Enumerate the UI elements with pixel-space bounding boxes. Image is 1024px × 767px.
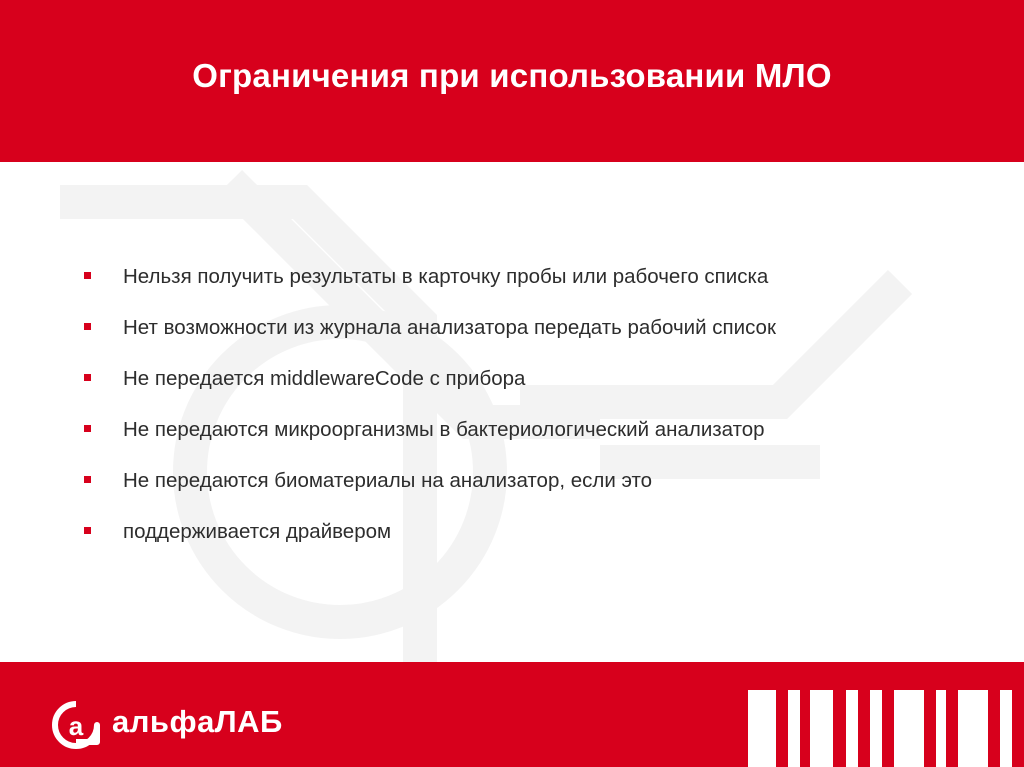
bullet-item bbox=[84, 260, 776, 311]
brand-logo bbox=[50, 700, 320, 750]
bullet-item bbox=[84, 362, 776, 413]
bullet-text: Нет возможности из журнала анализатора передать рабочий список bbox=[123, 316, 776, 339]
slide-title: Ограничения при использовании МЛО bbox=[192, 57, 832, 94]
svg-text:a: a bbox=[68, 711, 84, 741]
bullet-square-icon bbox=[84, 272, 91, 279]
bullet-text: Нельзя получить результаты в карточку пробы или рабочего списка bbox=[123, 265, 769, 288]
bullet-square-icon bbox=[84, 476, 91, 483]
bullet-square-icon bbox=[84, 527, 91, 534]
bullet-text: Не передаются биоматериалы на анализатор, если это bbox=[123, 469, 653, 492]
bullet-text: Не передается middlewareCode с прибора bbox=[123, 367, 526, 390]
bullet-square-icon bbox=[84, 323, 91, 330]
bullet-item bbox=[84, 464, 776, 515]
bullet-square-icon bbox=[84, 374, 91, 381]
bullet-item bbox=[84, 413, 776, 464]
slide-header bbox=[0, 0, 1024, 162]
brand-name: альфаЛАБ bbox=[112, 704, 283, 739]
bullet-text: Не передаются микроорганизмы в бактериологический анализатор bbox=[123, 418, 765, 441]
barcode-stripes-decoration bbox=[748, 690, 1024, 767]
at-sign-logo-icon bbox=[50, 700, 102, 750]
bullet-square-icon bbox=[84, 425, 91, 432]
bullet-list bbox=[84, 260, 776, 566]
bullet-item bbox=[84, 311, 776, 362]
bullet-text: поддерживается драйвером bbox=[123, 520, 392, 543]
bullet-item bbox=[84, 515, 776, 566]
